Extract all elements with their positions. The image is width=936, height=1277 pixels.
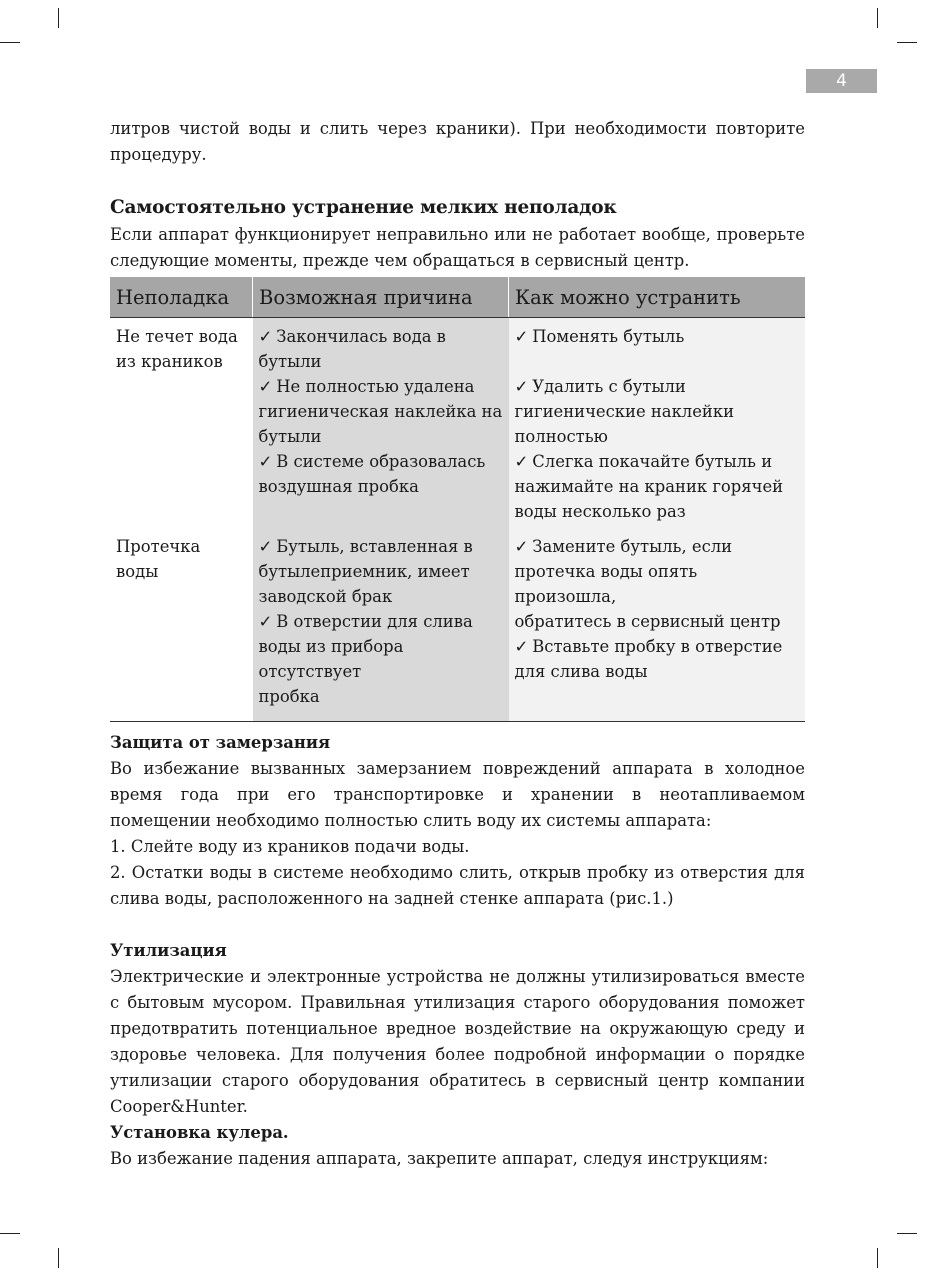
- solution-line: [515, 634, 800, 659]
- crop-mark: [897, 42, 917, 43]
- problem-line: Не течет вода: [116, 327, 238, 346]
- solution-line: [515, 609, 800, 634]
- table-body: [110, 318, 805, 722]
- line-text: Закончилась вода в: [276, 327, 446, 346]
- troubleshoot-intro: Если аппарат функционирует неправильно или не работает вообще, проверьте следующие моменты, прежде чем обращаться в сервисный центр.: [110, 225, 805, 270]
- cell-solution: [509, 318, 806, 529]
- cell-solution: [509, 528, 806, 722]
- line-text: В отверстии для слива: [276, 612, 473, 631]
- cause-line: [259, 399, 503, 424]
- troubleshoot-table: [110, 277, 805, 722]
- solution-line: [515, 374, 800, 399]
- spacer: [110, 168, 805, 194]
- cause-line: [259, 609, 503, 634]
- cell-cause: [253, 528, 509, 722]
- disposal-text: Электрические и электронные устройства не должны утилизироваться вместе с бытовым мусором. Правильная утилизация старого оборудования поможет предотвратить потенциальное вредное воздействие на окружающую среду и здоровье человека. Для получения более подробной информации о порядке утилизации старого оборудования обратитесь в сервисный центр компании Cooper&Hunter.: [110, 967, 805, 1116]
- cause-line: [259, 374, 503, 399]
- line-text: гигиеническая наклейка на: [258, 402, 503, 421]
- crop-mark: [877, 8, 878, 28]
- disposal-title: Утилизация: [110, 941, 227, 960]
- freeze-step-1: 1. Слейте воду из краников подачи воды.: [110, 837, 470, 856]
- table-header-row: [110, 277, 805, 318]
- cause-line: [259, 559, 503, 584]
- line-text: В системе образовалась: [276, 452, 486, 471]
- install-title: Установка кулера.: [110, 1123, 289, 1142]
- check-icon: ✓: [258, 452, 273, 471]
- check-icon: ✓: [258, 537, 273, 556]
- check-icon: ✓: [258, 327, 273, 346]
- line-text: пробка: [258, 687, 320, 706]
- crop-mark: [0, 42, 20, 43]
- problem-line: Протечка воды: [116, 537, 201, 581]
- line-text: бутылеприемник, имеет: [258, 562, 470, 581]
- cause-line: [259, 584, 503, 609]
- line-text: Удалить с бутыли: [532, 377, 686, 396]
- cause-line: [259, 424, 503, 449]
- column-header-solution: Как можно устранить: [509, 277, 806, 318]
- line-gap: [515, 349, 800, 374]
- check-icon: ✓: [514, 637, 529, 656]
- line-text: Замените бутыль, если: [532, 537, 733, 556]
- check-icon: ✓: [514, 452, 529, 471]
- line-text: протечка воды опять произошла,: [514, 562, 698, 606]
- line-text: бутыли: [258, 352, 322, 371]
- line-text: бутыли: [258, 427, 322, 446]
- check-icon: ✓: [258, 377, 273, 396]
- check-icon: ✓: [514, 327, 529, 346]
- problem-line: из краников: [116, 352, 223, 371]
- line-text: Слегка покачайте бутыль и: [532, 452, 773, 471]
- line-text: полностью: [514, 427, 608, 446]
- solution-line: [515, 474, 800, 499]
- crop-mark: [0, 1233, 20, 1234]
- line-text: Поменять бутыль: [532, 327, 685, 346]
- cause-line: [259, 449, 503, 474]
- cell-cause: [253, 318, 509, 529]
- cause-line: [259, 634, 503, 684]
- solution-line: [515, 449, 800, 474]
- line-text: обратитесь в сервисный центр: [514, 612, 781, 631]
- line-text: гигиенические наклейки: [514, 402, 735, 421]
- cause-line: [259, 474, 503, 499]
- cause-line: [259, 324, 503, 349]
- page-content: [110, 116, 805, 1172]
- cell-problem: [110, 528, 253, 722]
- solution-line: [515, 559, 800, 609]
- crop-mark: [877, 1248, 878, 1268]
- crop-mark: [58, 1248, 59, 1268]
- line-text: для слива воды: [514, 662, 648, 681]
- spacer: [110, 912, 805, 938]
- check-icon: ✓: [514, 537, 529, 556]
- line-text: Вставьте пробку в отверстие: [532, 637, 783, 656]
- column-header-cause: Возможная причина: [253, 277, 509, 318]
- crop-mark: [58, 8, 59, 28]
- solution-line: [515, 424, 800, 449]
- intro-paragraph: литров чистой воды и слить через краники). При необходимости повторите процедуру.: [110, 119, 805, 164]
- solution-line: [515, 534, 800, 559]
- page-number: 4: [806, 69, 877, 93]
- crop-mark: [897, 1233, 917, 1234]
- column-header-problem: Неполадка: [110, 277, 253, 318]
- freeze-title: Защита от замерзания: [110, 733, 331, 752]
- freeze-step-2: 2. Остатки воды в системе необходимо слить, открыв пробку из отверстия для слива воды, расположенного на задней стенке аппарата (рис.1.): [110, 863, 805, 908]
- install-text: Во избежание падения аппарата, закрепите аппарат, следуя инструкциям:: [110, 1149, 769, 1168]
- solution-line: [515, 499, 800, 524]
- freeze-text: Во избежание вызванных замерзанием повреждений аппарата в холодное время года при его транспортировке и хранении в неотапливаемом помещении необходимо полностью слить воду их системы аппарата:: [110, 759, 805, 830]
- line-text: заводской брак: [258, 587, 393, 606]
- solution-line: [515, 399, 800, 424]
- check-icon: ✓: [258, 612, 273, 631]
- line-text: воздушная пробка: [258, 477, 419, 496]
- troubleshoot-title: Самостоятельно устранение мелких неполадок: [110, 197, 617, 218]
- cause-line: [259, 684, 503, 709]
- line-text: Не полностью удалена: [276, 377, 475, 396]
- table-row: [110, 528, 805, 722]
- table-row: [110, 318, 805, 529]
- cause-line: [259, 534, 503, 559]
- line-text: Бутыль, вставленная в: [276, 537, 473, 556]
- solution-line: [515, 324, 800, 349]
- cell-problem: [110, 318, 253, 529]
- line-text: нажимайте на краник горячей: [514, 477, 784, 496]
- line-text: воды несколько раз: [514, 502, 686, 521]
- check-icon: ✓: [514, 377, 529, 396]
- line-text: воды из прибора отсутствует: [258, 637, 404, 681]
- cause-line: [259, 349, 503, 374]
- solution-line: [515, 659, 800, 684]
